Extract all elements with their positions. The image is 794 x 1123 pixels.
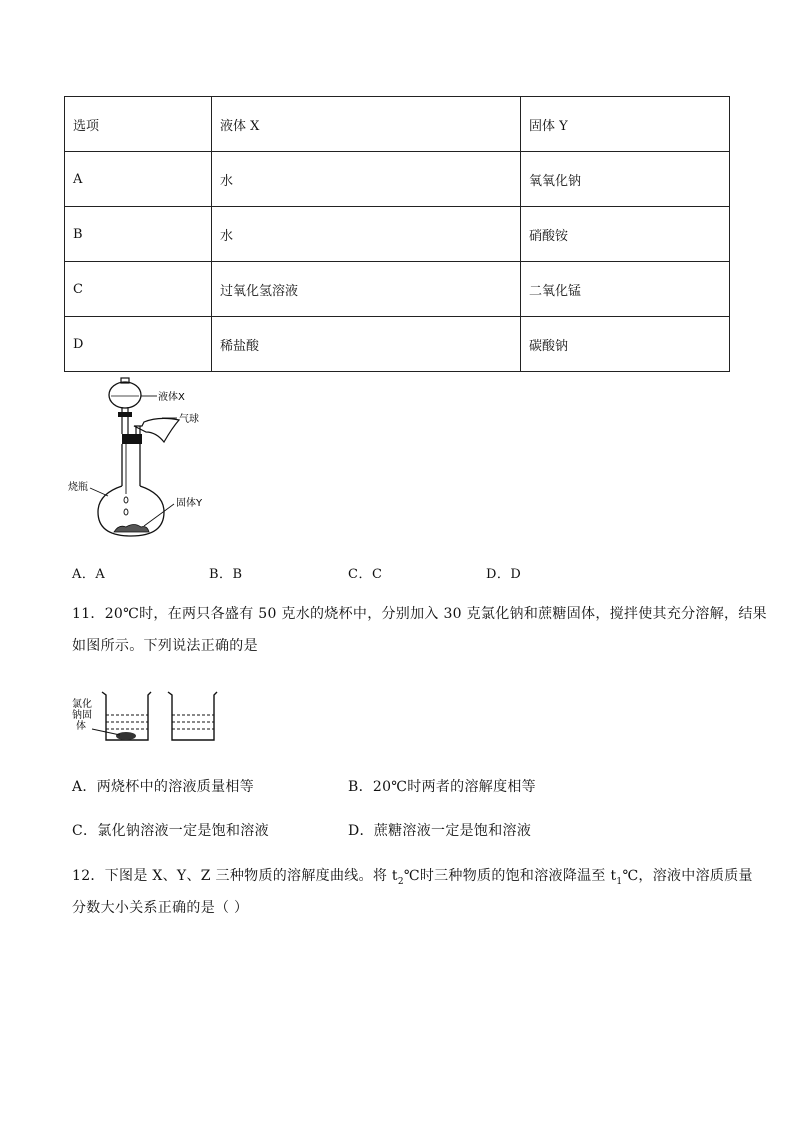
table-cell: 碳酸钠 [521, 317, 730, 372]
table-row [65, 152, 730, 207]
table-cell: A [65, 152, 212, 207]
q12-text-1: 12．下图是 X、Y、Z 三种物质的溶解度曲线。将 t [72, 868, 398, 884]
table-row [65, 262, 730, 317]
solid-y [114, 525, 149, 533]
q11-option-d[interactable]: D．蔗糖溶液一定是饱和溶液 [348, 823, 532, 839]
options-table [64, 96, 730, 372]
q11-option-c[interactable]: C．氯化钠溶液一定是饱和溶液 [72, 823, 269, 839]
stopper [122, 434, 142, 444]
q10-option-d[interactable]: D．D [486, 567, 522, 582]
beakers-figure [64, 686, 224, 746]
apparatus-figure [64, 376, 234, 541]
table-cell: D [65, 317, 212, 372]
label-nacl-2: 钠固 [72, 710, 92, 721]
table-cell: 稀盐酸 [212, 317, 521, 372]
funnel-bulb [109, 382, 141, 408]
q12-sub-1: 2 [397, 876, 404, 887]
label-nacl-3: 体 [76, 721, 86, 732]
table-header-cell: 固体 Y [521, 97, 730, 152]
label-balloon: 气球 [179, 414, 199, 425]
q10-option-c[interactable]: C．C [348, 567, 383, 582]
beaker-sodium-chloride [92, 692, 151, 740]
q11-stem-line2: 如图所示。下列说法正确的是 [72, 638, 258, 654]
table-cell: 二氧化锰 [521, 262, 730, 317]
q12-text-2: ℃时三种物质的饱和溶液降温至 t [403, 868, 617, 884]
q11-option-a[interactable]: A．两烧杯中的溶液质量相等 [72, 779, 255, 795]
q12-text-3: ℃，溶液中溶质质量 [622, 868, 753, 884]
table-header-cell: 选项 [65, 97, 212, 152]
table-cell: 水 [212, 207, 521, 262]
table-row [65, 317, 730, 372]
q10-option-a[interactable]: A．A [72, 567, 106, 582]
table-cell: C [65, 262, 212, 317]
q11-stem-line1: 11．20℃时，在两只各盛有 50 克水的烧杯中，分别加入 30 克氯化钠和蔗糖固体，搅拌使其充分溶解，结果 [72, 606, 767, 622]
q10-option-b[interactable]: B．B [209, 567, 243, 582]
table-header-row [65, 97, 730, 152]
table-cell: 硝酸铵 [521, 207, 730, 262]
label-solid-y: 固体Y [176, 498, 203, 509]
table-cell: 氧氧化钠 [521, 152, 730, 207]
q11-option-b[interactable]: B．20℃时两者的溶解度相等 [348, 779, 536, 795]
label-nacl-1: 氯化 [72, 699, 92, 710]
table-row [65, 207, 730, 262]
table-cell: B [65, 207, 212, 262]
label-flask: 烧瓶 [68, 482, 88, 493]
q12-sub-2: 1 [616, 876, 623, 887]
table-cell: 水 [212, 152, 521, 207]
table-cell: 过氧化氢溶液 [212, 262, 521, 317]
stopcock [118, 412, 132, 417]
q12-stem-line2: 分数大小关系正确的是（ ） [72, 900, 249, 916]
beaker-sucrose [168, 692, 217, 740]
table-header-cell: 液体 X [212, 97, 521, 152]
label-liquid-x: 液体X [158, 392, 185, 403]
